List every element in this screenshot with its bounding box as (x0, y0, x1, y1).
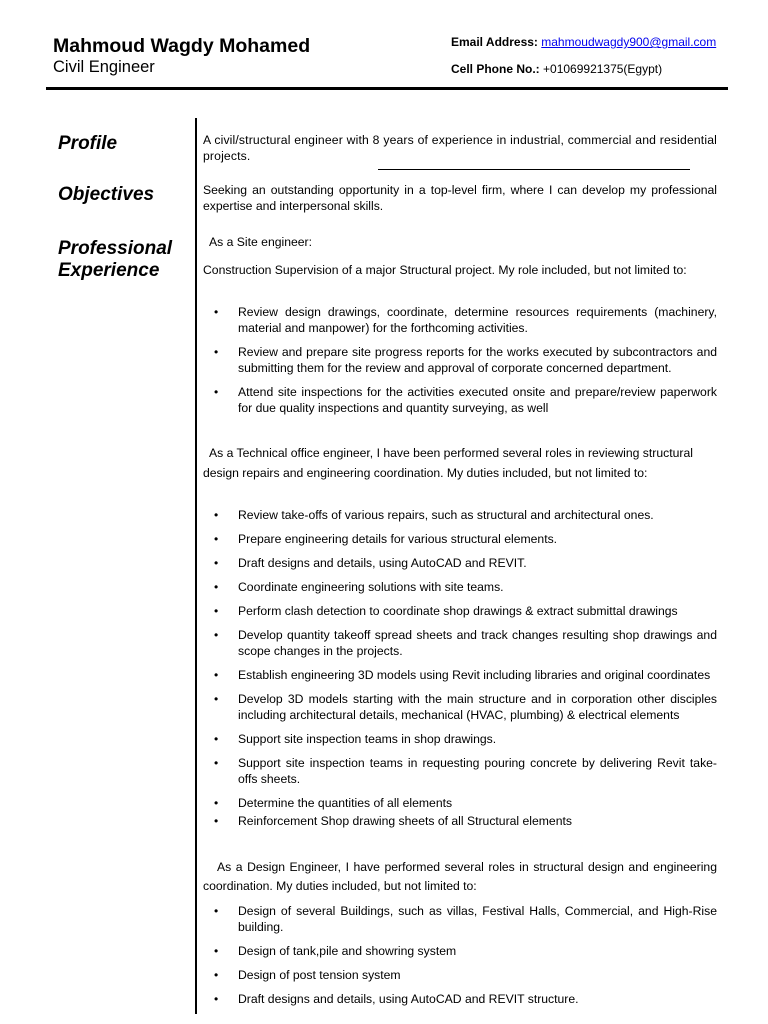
list-item: • Support site inspection teams in shop drawings. (203, 731, 717, 747)
email-link[interactable]: mahmoudwagdy900@gmail.com (541, 35, 717, 49)
header-divider (46, 87, 728, 90)
section-title-profile: Profile (58, 133, 118, 154)
list-item: • Develop 3D models starting with the main structure and in corporation other disciples including architectural details, mechanical (HVAC, plumbing) & electrical elements (203, 691, 717, 723)
candidate-name: Mahmoud Wagdy Mohamed (53, 35, 311, 57)
section-title-experience (58, 238, 193, 282)
list-item: • Coordinate engineering solutions with site teams. (203, 579, 717, 595)
profile-text: A civil/structural engineer with 8 years of experience in industrial, commercial and residential projects. (203, 133, 717, 163)
list-item: • Design of several Buildings, such as villas, Festival Halls, Commercial, and High-Rise building. (203, 903, 717, 935)
list-item: • Review design drawings, coordinate, determine resources requirements (machinery, material and manpower) for the forthcoming activities. (203, 304, 717, 336)
column-divider (195, 118, 197, 1014)
design-duties-list (203, 903, 717, 1007)
list-item: • Perform clash detection to coordinate shop drawings & extract submittal drawings (203, 603, 717, 619)
technical-duties-list (203, 507, 717, 829)
list-item: • Develop quantity takeoff spread sheets and track changes resulting shop drawings and scope changes in the projects. (203, 627, 717, 659)
list-item: • Draft designs and details, using AutoCAD and REVIT structure. (203, 991, 717, 1007)
list-item: • Prepare engineering details for various structural elements. (203, 531, 717, 547)
objectives-text: Seeking an outstanding opportunity in a top-level firm, where I can develop my professional expertise and interpersonal skills. (203, 183, 717, 213)
list-item: • Review take-offs of various repairs, such as structural and architectural ones. (203, 507, 717, 523)
list-item: • Draft designs and details, using AutoCAD and REVIT. (203, 555, 717, 571)
section-title-experience-line2: Experience (58, 260, 160, 281)
phone-label: Cell Phone No.: (451, 62, 540, 76)
design-intro (203, 858, 717, 896)
list-item: • Design of tank,pile and showring system (203, 943, 717, 959)
email-label: Email Address: (451, 35, 538, 49)
technical-intro (203, 443, 717, 483)
profile-divider (378, 169, 690, 170)
phone-row (451, 62, 662, 76)
email-row (451, 35, 716, 49)
technical-intro-text: As a Technical office engineer, I have been performed several roles in reviewing structural design repairs and engineering coordination. My duties included, but not limited to: (203, 446, 693, 480)
section-title-experience-line1: Professional (58, 238, 173, 259)
site-role-heading: As a Site engineer: (209, 235, 312, 249)
site-duties-list (203, 304, 717, 416)
section-title-objectives: Objectives (58, 184, 155, 205)
list-item: • Determine the quantities of all elements (203, 795, 717, 811)
list-item: • Establish engineering 3D models using Revit including libraries and original coordinates (203, 667, 717, 683)
list-item: • Reinforcement Shop drawing sheets of all Structural elements (203, 813, 717, 829)
list-item: • Review and prepare site progress reports for the works executed by subcontractors and submitting them for the review and approval of corporate concerned department. (203, 344, 717, 376)
site-intro: Construction Supervision of a major Structural project. My role included, but not limited to: (203, 263, 687, 277)
list-item: • Support site inspection teams in requesting pouring concrete by delivering Revit take-offs sheets. (203, 755, 717, 787)
phone-number: +01069921375(Egypt) (543, 62, 663, 76)
list-item: • Design of post tension system (203, 967, 717, 983)
design-intro-text: As a Design Engineer, I have performed several roles in structural design and engineering coordination. My duties included, but not limited to: (203, 860, 717, 893)
list-item: • Attend site inspections for the activities executed onsite and prepare/review paperwork for due quality inspections and quantity surveying, as well (203, 384, 717, 416)
job-title: Civil Engineer (53, 58, 155, 76)
